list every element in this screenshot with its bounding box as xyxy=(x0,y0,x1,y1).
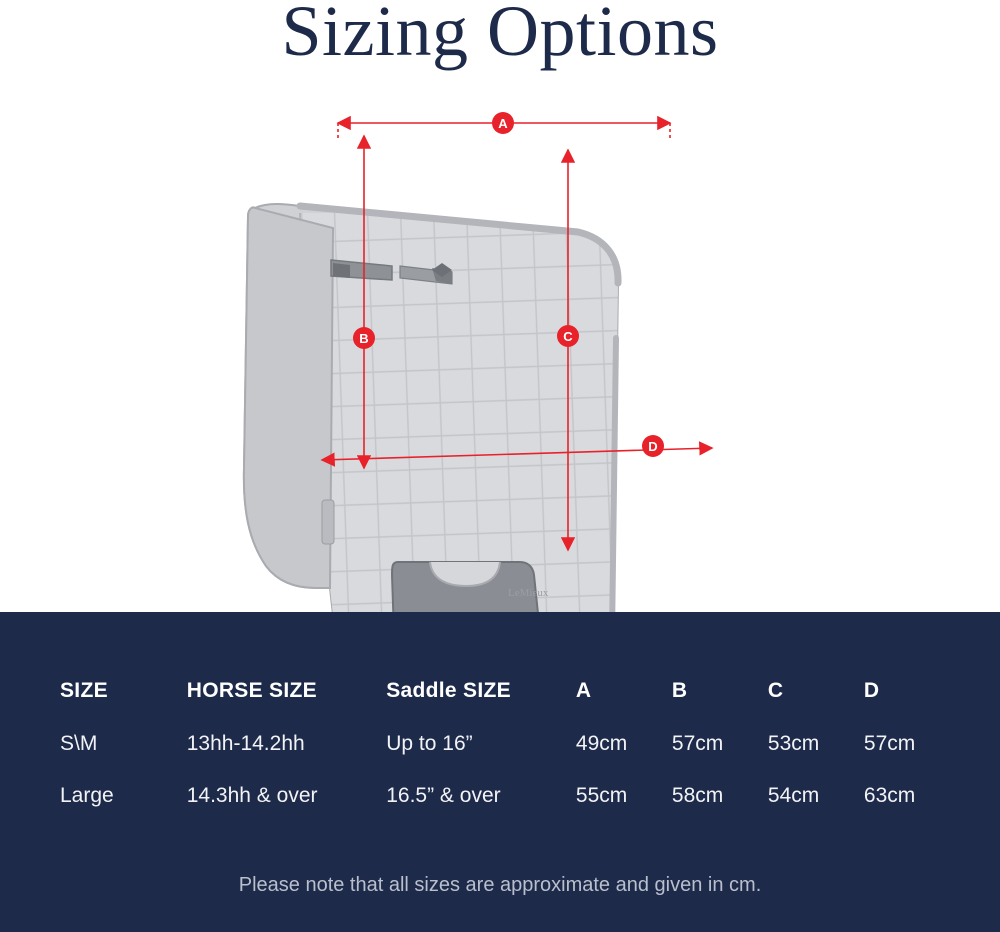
label-badge-d xyxy=(642,435,664,457)
cell-saddle-size: 16.5” & over xyxy=(386,784,501,807)
page-title: Sizing Options xyxy=(281,0,719,71)
sizing-table xyxy=(60,664,960,822)
label-badge-b xyxy=(353,327,375,349)
cell-size: S\M xyxy=(60,732,98,755)
side-logo-tab xyxy=(322,500,334,544)
label-b-text: B xyxy=(359,331,369,346)
column-header-d: D xyxy=(863,679,880,702)
pad-body xyxy=(244,204,630,663)
column-header-horse-size: HORSE SIZE xyxy=(186,679,317,702)
table-row xyxy=(60,718,960,770)
table-header-row xyxy=(60,664,960,718)
cell-b: 57cm xyxy=(671,732,724,755)
column-header-c: C xyxy=(767,679,784,702)
cell-c: 53cm xyxy=(767,732,820,755)
cell-b: 58cm xyxy=(671,784,724,807)
svg-text:LeMieux: LeMieux xyxy=(508,587,549,599)
column-header-a: A xyxy=(575,679,592,702)
label-d-text: D xyxy=(648,439,658,454)
column-header-size: SIZE xyxy=(60,679,108,702)
label-badge-a xyxy=(492,112,514,134)
label-a-text: A xyxy=(498,116,508,131)
sizing-table-panel xyxy=(0,612,1000,932)
label-badge-c xyxy=(557,325,579,347)
label-c-text: C xyxy=(563,329,573,344)
cell-a: 49cm xyxy=(575,732,628,755)
cell-c: 54cm xyxy=(767,784,820,807)
footer-note: Please note that all sizes are approximate and given in cm. xyxy=(238,874,762,896)
cell-a: 55cm xyxy=(575,784,628,807)
cell-saddle-size: Up to 16” xyxy=(386,732,473,755)
cell-horse-size: 13hh-14.2hh xyxy=(186,732,305,755)
saddle-pad-diagram xyxy=(0,88,1000,608)
cell-horse-size: 14.3hh & over xyxy=(186,784,318,807)
table-row xyxy=(60,770,960,822)
cell-size: Large xyxy=(60,784,114,807)
column-header-b: B xyxy=(671,679,688,702)
column-header-saddle-size: Saddle SIZE xyxy=(386,679,511,702)
cell-d: 63cm xyxy=(863,784,916,807)
cell-d: 57cm xyxy=(863,732,916,755)
